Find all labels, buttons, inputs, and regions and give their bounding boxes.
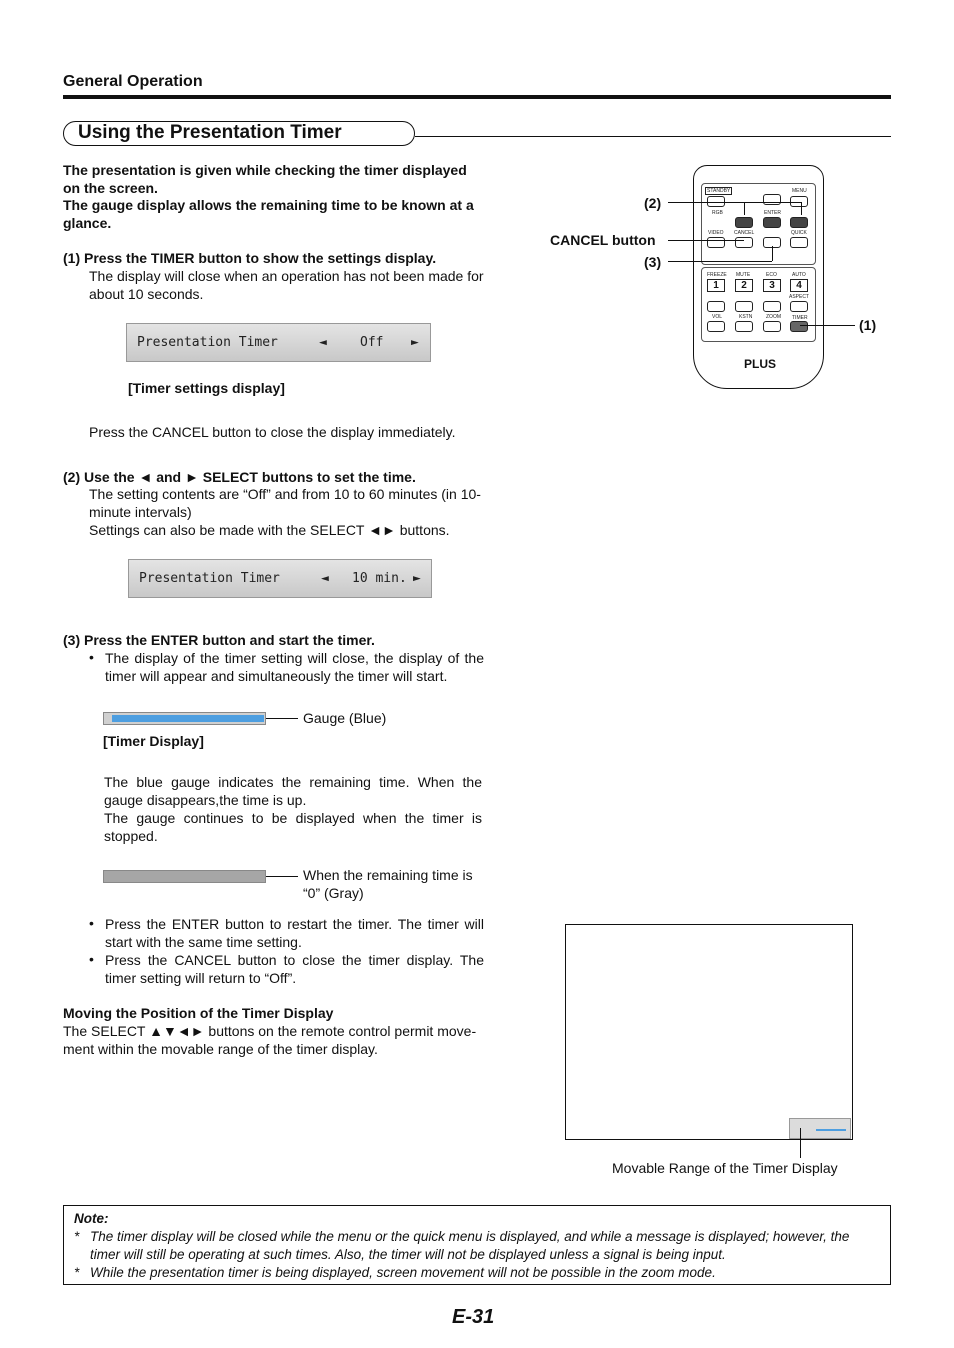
left-arrow-icon: ◄	[319, 335, 327, 350]
quick-label: QUICK	[791, 230, 807, 236]
callout-2: (2)	[644, 195, 662, 211]
callout-3-leader-v	[772, 246, 773, 261]
vol-label: VOL	[712, 314, 723, 320]
note-box	[63, 1205, 891, 1285]
up-button[interactable]	[763, 194, 781, 205]
callout-1: (1)	[859, 317, 877, 333]
remote-control	[693, 165, 824, 389]
menu-label: MENU	[792, 188, 807, 194]
timer-display-position	[789, 1118, 851, 1139]
step2-body-1: The setting contents are “Off” and from 10 to 60 minutes (in 10-minute intervals)	[89, 486, 481, 520]
step3-bullet-1: • The display of the timer setting will close, the display of the timer will appear and simultaneously the timer will start.	[89, 649, 484, 684]
callout-3-leader	[668, 261, 772, 262]
timer-settings-display-10min	[128, 559, 432, 598]
standby-label: STANDBY	[707, 188, 731, 194]
freeze-label: FREEZE	[707, 272, 727, 278]
intro-paragraph-1: The presentation is given while checking the timer displayed on the screen.	[63, 162, 467, 196]
settings-display-caption: [Timer settings display]	[128, 380, 285, 396]
header-rule	[63, 95, 891, 99]
section-heading: General Operation	[63, 73, 203, 90]
aspect-label: ASPECT	[789, 294, 810, 300]
step1-body: The display will close when an operation has not been made for about 10 seconds.	[89, 268, 484, 302]
right-arrow-icon: ►	[413, 571, 421, 586]
step1-heading: (1) Press the TIMER button to show the settings display.	[63, 250, 437, 266]
intro-paragraph-2: The gauge display allows the remaining time to be known at a glance.	[63, 197, 474, 231]
callout-cancel: CANCEL button	[550, 232, 656, 248]
moving-heading: Moving the Position of the Timer Display	[63, 1005, 334, 1021]
page-number: E-31	[452, 1306, 495, 1328]
callout-2-leader-h2	[744, 202, 801, 203]
zoom-up-button[interactable]	[763, 301, 781, 312]
cancel-note: Press the CANCEL button to close the display immediately.	[89, 424, 456, 440]
screen-caption: Movable Range of the Timer Display	[612, 1160, 838, 1176]
auto-label: AUTO	[792, 272, 806, 278]
kstn-label: KSTN	[739, 314, 753, 320]
kstn-down-button[interactable]	[735, 321, 753, 332]
gauge-blue-label: Gauge (Blue)	[303, 710, 387, 726]
vol-down-button[interactable]	[707, 321, 725, 332]
timer-label: TIMER	[792, 315, 808, 321]
quick-button[interactable]	[790, 237, 808, 248]
display-label: Presentation Timer	[139, 571, 280, 586]
number-2-button[interactable]: 2	[735, 279, 753, 292]
timer-settings-display-off	[126, 323, 431, 362]
cancel-button[interactable]	[735, 237, 753, 248]
display-label: Presentation Timer	[137, 335, 278, 350]
callout-1-leader	[800, 325, 855, 326]
gauge-text-2: The gauge continues to be displayed when the timer is stopped.	[104, 810, 482, 844]
video-button[interactable]	[707, 237, 725, 248]
number-4-button[interactable]: 4	[790, 279, 808, 292]
brand-logo: PLUS	[744, 357, 777, 371]
note-heading: Note:	[74, 1211, 109, 1226]
callout-2-leader	[668, 202, 744, 203]
display-value: 10 min.	[352, 571, 407, 586]
select-right-button[interactable]	[790, 217, 808, 228]
movable-range-screen	[565, 924, 853, 1140]
zoom-label: ZOOM	[766, 314, 781, 320]
select-left-button[interactable]	[735, 217, 753, 228]
gauge-gray	[103, 870, 266, 883]
screen-caption-leader	[800, 1128, 801, 1158]
gauge-gray-leader	[266, 876, 298, 877]
callout-3: (3)	[644, 254, 662, 270]
callout-2-leader-v	[744, 202, 745, 215]
vol-up-button[interactable]	[707, 301, 725, 312]
step3-bullet-3: • Press the CANCEL button to close the timer display. The timer setting will return to “Off”.	[89, 951, 484, 986]
left-arrow-icon: ◄	[321, 571, 329, 586]
zoom-down-button[interactable]	[763, 321, 781, 332]
note-item-2: * While the presentation timer is being displayed, screen movement will not be possible in the zoom mode.	[74, 1265, 716, 1280]
timer-button[interactable]	[790, 321, 808, 332]
gauge-blue-fill	[112, 715, 264, 722]
callout-2-leader-v2	[801, 202, 802, 215]
rgb-label: RGB	[712, 210, 723, 216]
cancel-label: CANCEL	[734, 230, 755, 236]
gauge-gray-label: When the remaining time is “0” (Gray)	[303, 867, 473, 901]
aspect-button[interactable]	[790, 301, 808, 312]
kstn-up-button[interactable]	[735, 301, 753, 312]
eco-label: ECO	[766, 272, 777, 278]
page-title: Using the Presentation Timer	[63, 121, 415, 146]
number-3-button[interactable]: 3	[763, 279, 781, 292]
right-arrow-icon: ►	[411, 335, 419, 350]
callout-cancel-leader	[668, 240, 744, 241]
enter-label: ENTER	[764, 210, 781, 216]
step2-body-2: Settings can also be made with the SELECT ◄► buttons.	[89, 522, 450, 538]
mini-gauge-fill	[816, 1129, 846, 1131]
gauge-text-1: The blue gauge indicates the remaining time. When the gauge disappears,the time is up.	[104, 774, 482, 808]
note-item-1: * The timer display will be closed while the menu or the quick menu is displayed, and while a message is displayed; however, the timer will still be operating at such times. Also, the timer will not be displayed unless a signal is being input.	[74, 1229, 850, 1262]
gauge-blue-leader	[266, 718, 298, 719]
number-1-button[interactable]: 1	[707, 279, 725, 292]
video-label: VIDEO	[708, 230, 724, 236]
step3-heading: (3) Press the ENTER button and start the timer.	[63, 632, 375, 648]
timer-display-caption: [Timer Display]	[103, 733, 204, 749]
step3-bullet-2: • Press the ENTER button to restart the timer. The timer will start with the same time setting.	[89, 915, 484, 950]
moving-body: The SELECT ▲▼◄► buttons on the remote control permit move-ment within the movable range of the timer display.	[63, 1023, 477, 1057]
title-rule	[415, 136, 891, 137]
gauge-blue	[103, 712, 266, 725]
display-value: Off	[360, 335, 384, 350]
step2-heading: (2) Use the ◄ and ► SELECT buttons to set the time.	[63, 469, 416, 485]
enter-button[interactable]	[763, 217, 781, 228]
mute-label: MUTE	[736, 272, 751, 278]
